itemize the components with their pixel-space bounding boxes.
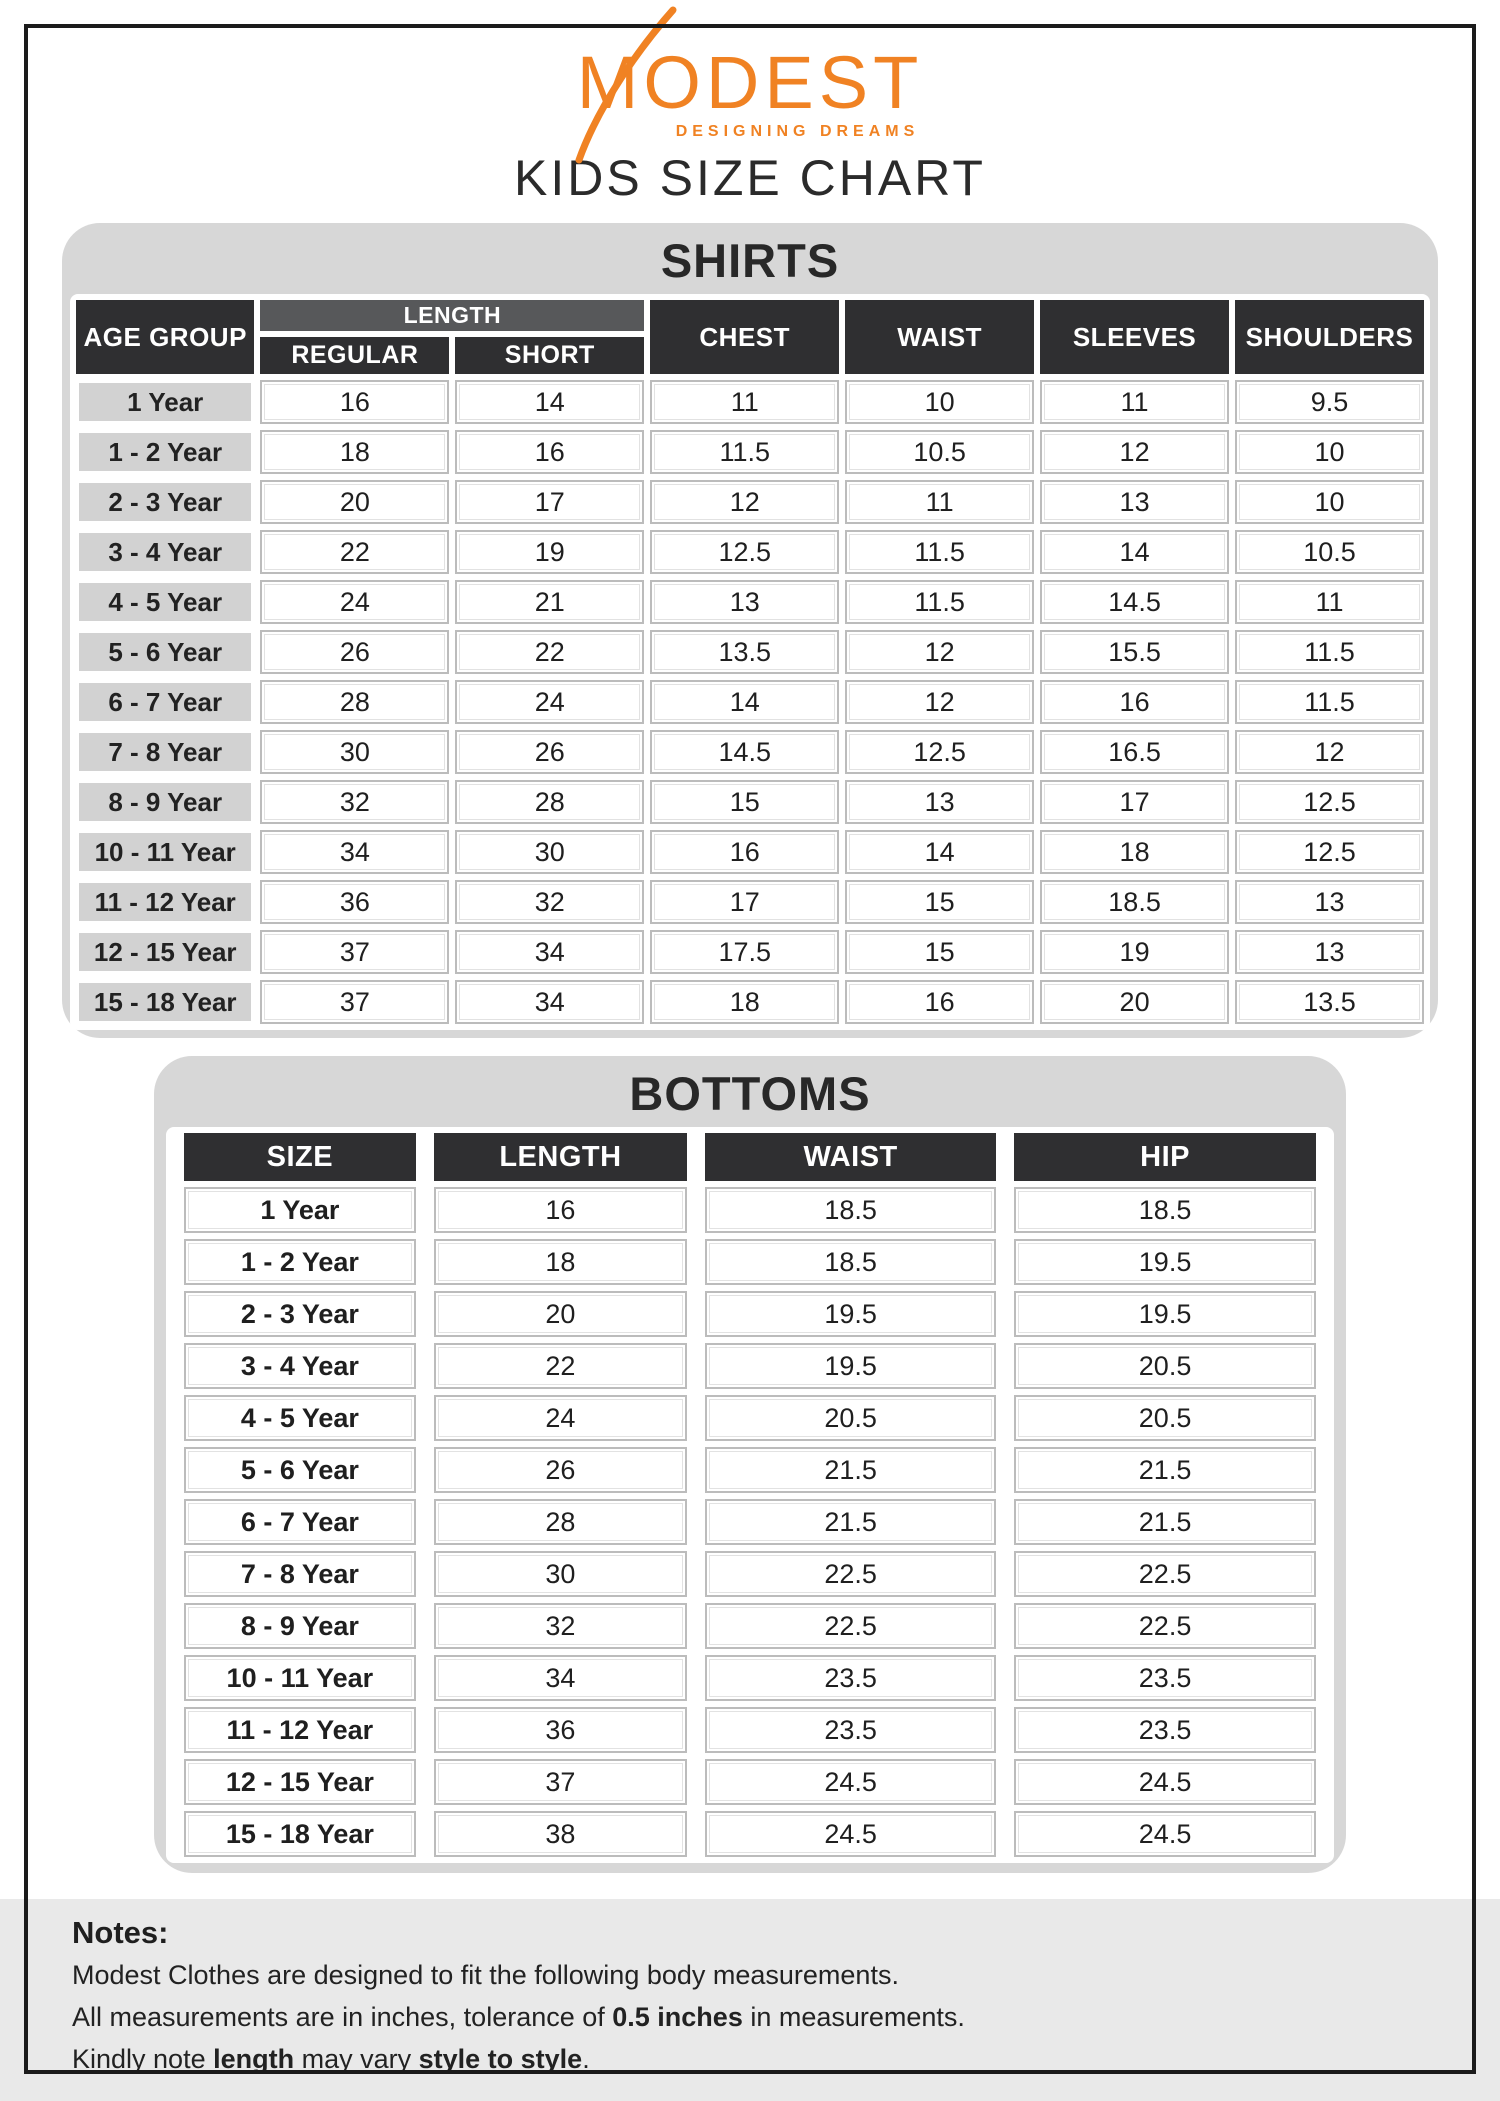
chest-cell: 17.5 [650, 930, 839, 974]
shirts-table-row [76, 880, 1424, 924]
chest-cell: 12.5 [650, 530, 839, 574]
bottoms-table-row [184, 1395, 1316, 1441]
waist-cell: 22.5 [705, 1603, 996, 1649]
notes-line-3-mid: may vary [294, 2044, 419, 2075]
length-short-cell: 30 [455, 830, 644, 874]
document-header [0, 0, 1500, 207]
age-group-cell: 1 - 2 Year [76, 430, 254, 474]
waist-cell: 18.5 [705, 1239, 996, 1285]
shirts-table-row [76, 780, 1424, 824]
waist-cell: 23.5 [705, 1707, 996, 1753]
length-cell: 32 [434, 1603, 687, 1649]
shirts-header-waist: WAIST [845, 300, 1034, 374]
bottoms-header-waist: WAIST [705, 1133, 996, 1181]
shoulders-cell: 12.5 [1235, 830, 1424, 874]
chest-cell: 13 [650, 580, 839, 624]
shoulders-cell: 13 [1235, 880, 1424, 924]
waist-cell: 19.5 [705, 1343, 996, 1389]
bottoms-table-row [184, 1759, 1316, 1805]
chest-cell: 15 [650, 780, 839, 824]
shoulders-cell: 13.5 [1235, 980, 1424, 1024]
brand-tagline: DESIGNING DREAMS [675, 123, 920, 140]
length-regular-cell: 26 [260, 630, 449, 674]
length-regular-cell: 32 [260, 780, 449, 824]
sleeves-cell: 14 [1040, 530, 1229, 574]
shirts-table-row [76, 530, 1424, 574]
size-cell: 1 - 2 Year [184, 1239, 416, 1285]
waist-cell: 21.5 [705, 1447, 996, 1493]
length-regular-cell: 37 [260, 980, 449, 1024]
length-cell: 18 [434, 1239, 687, 1285]
waist-cell: 10.5 [845, 430, 1034, 474]
sleeves-cell: 17 [1040, 780, 1229, 824]
size-cell: 15 - 18 Year [184, 1811, 416, 1857]
chest-cell: 13.5 [650, 630, 839, 674]
waist-cell: 11.5 [845, 580, 1034, 624]
size-cell: 6 - 7 Year [184, 1499, 416, 1545]
length-short-cell: 26 [455, 730, 644, 774]
sleeves-cell: 19 [1040, 930, 1229, 974]
notes-line-3-pre: Kindly note [72, 2044, 214, 2075]
shoulders-cell: 9.5 [1235, 380, 1424, 424]
bottoms-table-row [184, 1291, 1316, 1337]
shirts-section-title: SHIRTS [660, 234, 840, 287]
sleeves-cell: 13 [1040, 480, 1229, 524]
hip-cell: 18.5 [1014, 1187, 1316, 1233]
shoulders-cell: 13 [1235, 930, 1424, 974]
length-regular-cell: 24 [260, 580, 449, 624]
notes-line-2-post: in measurements. [742, 2002, 965, 2033]
shirts-header-length: LENGTH [260, 300, 644, 331]
shirts-table-row [76, 580, 1424, 624]
age-group-cell: 2 - 3 Year [76, 480, 254, 524]
notes-section [0, 1899, 1500, 2101]
size-cell: 11 - 12 Year [184, 1707, 416, 1753]
bottoms-table-row [184, 1239, 1316, 1285]
length-cell: 38 [434, 1811, 687, 1857]
length-cell: 37 [434, 1759, 687, 1805]
shirts-table [70, 294, 1430, 1030]
waist-cell: 15 [845, 930, 1034, 974]
shirts-table-row [76, 480, 1424, 524]
hip-cell: 22.5 [1014, 1551, 1316, 1597]
size-cell: 2 - 3 Year [184, 1291, 416, 1337]
shirts-table-row [76, 430, 1424, 474]
chest-cell: 17 [650, 880, 839, 924]
length-cell: 20 [434, 1291, 687, 1337]
age-group-cell: 11 - 12 Year [76, 880, 254, 924]
bottoms-table-row [184, 1707, 1316, 1753]
size-cell: 8 - 9 Year [184, 1603, 416, 1649]
length-cell: 16 [434, 1187, 687, 1233]
sleeves-cell: 18.5 [1040, 880, 1229, 924]
length-cell: 24 [434, 1395, 687, 1441]
hip-cell: 19.5 [1014, 1291, 1316, 1337]
waist-cell: 14 [845, 830, 1034, 874]
sleeves-cell: 20 [1040, 980, 1229, 1024]
sleeves-cell: 16 [1040, 680, 1229, 724]
notes-line-3-bold-length: length [213, 2044, 295, 2075]
waist-cell: 12.5 [845, 730, 1034, 774]
waist-cell: 15 [845, 880, 1034, 924]
bottoms-section [154, 1056, 1346, 1873]
length-regular-cell: 28 [260, 680, 449, 724]
age-group-cell: 3 - 4 Year [76, 530, 254, 574]
length-cell: 30 [434, 1551, 687, 1597]
length-cell: 36 [434, 1707, 687, 1753]
age-group-cell: 5 - 6 Year [76, 630, 254, 674]
waist-cell: 11 [845, 480, 1034, 524]
hip-cell: 20.5 [1014, 1395, 1316, 1441]
waist-cell: 12 [845, 630, 1034, 674]
sleeves-cell: 12 [1040, 430, 1229, 474]
age-group-cell: 10 - 11 Year [76, 830, 254, 874]
shirts-table-row [76, 380, 1424, 424]
hip-cell: 19.5 [1014, 1239, 1316, 1285]
sleeves-cell: 16.5 [1040, 730, 1229, 774]
length-cell: 26 [434, 1447, 687, 1493]
length-cell: 28 [434, 1499, 687, 1545]
sleeves-cell: 18 [1040, 830, 1229, 874]
waist-cell: 19.5 [705, 1291, 996, 1337]
age-group-cell: 4 - 5 Year [76, 580, 254, 624]
shirts-table-row [76, 680, 1424, 724]
hip-cell: 20.5 [1014, 1343, 1316, 1389]
shirts-header-shoulders: SHOULDERS [1235, 300, 1424, 374]
length-regular-cell: 34 [260, 830, 449, 874]
waist-cell: 24.5 [705, 1811, 996, 1857]
shirts-table-wrap [70, 294, 1430, 1030]
hip-cell: 22.5 [1014, 1603, 1316, 1649]
length-regular-cell: 30 [260, 730, 449, 774]
length-short-cell: 22 [455, 630, 644, 674]
length-short-cell: 34 [455, 930, 644, 974]
length-short-cell: 19 [455, 530, 644, 574]
chest-cell: 14 [650, 680, 839, 724]
length-short-cell: 14 [455, 380, 644, 424]
waist-cell: 20.5 [705, 1395, 996, 1441]
bottoms-table-row [184, 1187, 1316, 1233]
bottoms-table [166, 1127, 1334, 1863]
age-group-cell: 7 - 8 Year [76, 730, 254, 774]
chest-cell: 12 [650, 480, 839, 524]
chest-cell: 18 [650, 980, 839, 1024]
brand-name: MODEST [576, 41, 924, 124]
shoulders-cell: 10.5 [1235, 530, 1424, 574]
shirts-header-age-group: AGE GROUP [76, 300, 254, 374]
shirts-section [62, 223, 1438, 1038]
shirts-header-short: SHORT [455, 337, 644, 374]
bottoms-table-row [184, 1603, 1316, 1649]
shirts-header-chest: CHEST [650, 300, 839, 374]
sleeves-cell: 11 [1040, 380, 1229, 424]
waist-cell: 23.5 [705, 1655, 996, 1701]
chest-cell: 16 [650, 830, 839, 874]
notes-title: Notes: [72, 1915, 169, 1950]
shoulders-cell: 12 [1235, 730, 1424, 774]
age-group-cell: 15 - 18 Year [76, 980, 254, 1024]
bottoms-section-title: BOTTOMS [629, 1067, 871, 1120]
waist-cell: 12 [845, 680, 1034, 724]
shirts-table-row [76, 930, 1424, 974]
bottoms-header-hip: HIP [1014, 1133, 1316, 1181]
bottoms-header-length: LENGTH [434, 1133, 687, 1181]
size-cell: 3 - 4 Year [184, 1343, 416, 1389]
length-short-cell: 24 [455, 680, 644, 724]
length-short-cell: 17 [455, 480, 644, 524]
brand-logo [576, 41, 924, 141]
shoulders-cell: 11 [1235, 580, 1424, 624]
shoulders-cell: 11.5 [1235, 680, 1424, 724]
notes-line-3-bold-style: style to style [418, 2044, 583, 2075]
age-group-cell: 12 - 15 Year [76, 930, 254, 974]
bottoms-table-row [184, 1447, 1316, 1493]
chest-cell: 11.5 [650, 430, 839, 474]
bottoms-table-row [184, 1499, 1316, 1545]
chest-cell: 14.5 [650, 730, 839, 774]
length-short-cell: 16 [455, 430, 644, 474]
hip-cell: 24.5 [1014, 1759, 1316, 1805]
notes-line-3-post: . [582, 2044, 590, 2075]
notes-line-3 [72, 2042, 1420, 2077]
size-cell: 12 - 15 Year [184, 1759, 416, 1805]
length-cell: 22 [434, 1343, 687, 1389]
waist-cell: 24.5 [705, 1759, 996, 1805]
notes-line-2-bold: 0.5 inches [612, 2002, 743, 2033]
size-cell: 10 - 11 Year [184, 1655, 416, 1701]
brand-wordmark [576, 41, 924, 124]
shoulders-cell: 10 [1235, 480, 1424, 524]
length-regular-cell: 36 [260, 880, 449, 924]
waist-cell: 13 [845, 780, 1034, 824]
hip-cell: 24.5 [1014, 1811, 1316, 1857]
shoulders-cell: 12.5 [1235, 780, 1424, 824]
hip-cell: 21.5 [1014, 1499, 1316, 1545]
shirts-header-sleeves: SLEEVES [1040, 300, 1229, 374]
notes-line-2 [72, 2000, 1420, 2035]
length-cell: 34 [434, 1655, 687, 1701]
age-group-cell: 6 - 7 Year [76, 680, 254, 724]
hip-cell: 23.5 [1014, 1707, 1316, 1753]
waist-cell: 22.5 [705, 1551, 996, 1597]
bottoms-table-row [184, 1343, 1316, 1389]
length-regular-cell: 16 [260, 380, 449, 424]
length-regular-cell: 37 [260, 930, 449, 974]
length-regular-cell: 20 [260, 480, 449, 524]
page-title: KIDS SIZE CHART [514, 150, 986, 206]
shirts-table-row [76, 630, 1424, 674]
hip-cell: 23.5 [1014, 1655, 1316, 1701]
chest-cell: 11 [650, 380, 839, 424]
bottoms-table-wrap [166, 1127, 1334, 1863]
length-regular-cell: 22 [260, 530, 449, 574]
waist-cell: 21.5 [705, 1499, 996, 1545]
length-short-cell: 28 [455, 780, 644, 824]
size-cell: 5 - 6 Year [184, 1447, 416, 1493]
length-short-cell: 34 [455, 980, 644, 1024]
age-group-cell: 8 - 9 Year [76, 780, 254, 824]
waist-cell: 11.5 [845, 530, 1034, 574]
sleeves-cell: 14.5 [1040, 580, 1229, 624]
waist-cell: 16 [845, 980, 1034, 1024]
bottoms-table-row [184, 1655, 1316, 1701]
waist-cell: 18.5 [705, 1187, 996, 1233]
age-group-cell: 1 Year [76, 380, 254, 424]
length-regular-cell: 18 [260, 430, 449, 474]
shirts-table-row [76, 730, 1424, 774]
bottoms-table-row [184, 1811, 1316, 1857]
shirts-header-regular: REGULAR [260, 337, 449, 374]
notes-line-1-text: Modest Clothes are designed to fit the following body measurements. [72, 1960, 899, 1990]
bottoms-table-row [184, 1551, 1316, 1597]
size-cell: 4 - 5 Year [184, 1395, 416, 1441]
size-cell: 1 Year [184, 1187, 416, 1233]
notes-line-1 [72, 1958, 1420, 1993]
hip-cell: 21.5 [1014, 1447, 1316, 1493]
length-short-cell: 32 [455, 880, 644, 924]
bottoms-header-size: SIZE [184, 1133, 416, 1181]
shirts-table-row [76, 830, 1424, 874]
size-cell: 7 - 8 Year [184, 1551, 416, 1597]
notes-line-2-pre: All measurements are in inches, tolerance of [72, 2002, 613, 2033]
waist-cell: 10 [845, 380, 1034, 424]
shoulders-cell: 11.5 [1235, 630, 1424, 674]
sleeves-cell: 15.5 [1040, 630, 1229, 674]
shoulders-cell: 10 [1235, 430, 1424, 474]
length-short-cell: 21 [455, 580, 644, 624]
shirts-table-row [76, 980, 1424, 1024]
